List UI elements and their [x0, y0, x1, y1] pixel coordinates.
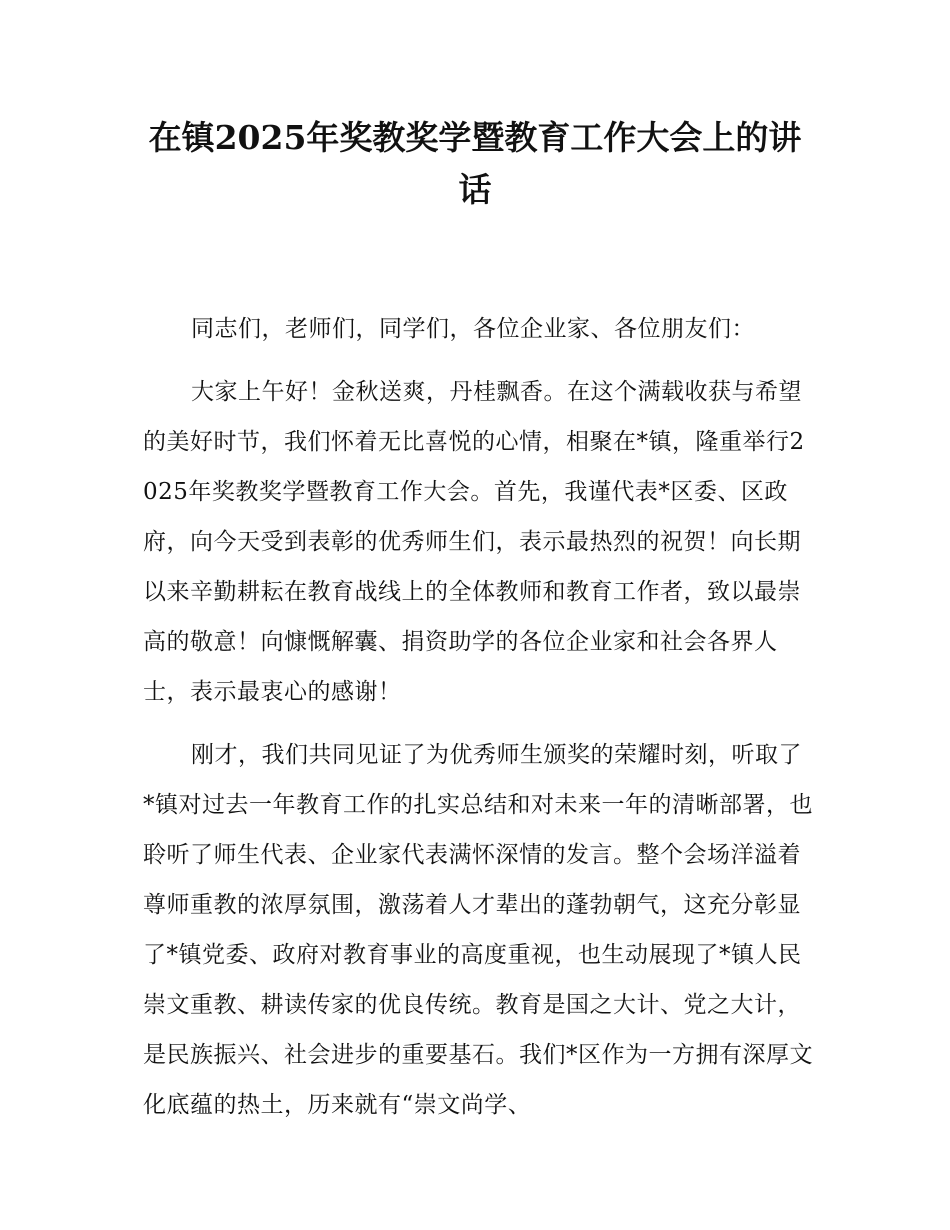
document-body: [143, 304, 813, 1130]
greeting-paragraph: 同志们，老师们，同学们，各位企业家、各位朋友们：: [191, 316, 755, 342]
document-title: 在镇2025年奖教奖学暨教育工作大会上的讲话: [148, 118, 802, 209]
body-paragraph-2: 刚才，我们共同见证了为优秀师生颁奖的荣耀时刻，听取了*镇对过去一年教育工作的扎实总结和对未来一年的清晰部署，也聆听了师生代表、企业家代表满怀深情的发言。整个会场洋溢着尊师重教的浓厚氛围，激荡着人才辈出的蓬勃朝气，这充分彰显了*镇党委、政府对教育事业的高度重视，也生动展现了*镇人民崇文重教、耕读传家的优良传统。教育是国之大计、党之大计，是民族振兴、社会进步的重要基石。我们*区作为一方拥有深厚文化底蕴的热土，历来就有“崇文尚学、: [143, 742, 813, 1118]
body-paragraph-1: 大家上午好！金秋送爽，丹桂飘香。在这个满载收获与希望的美好时节，我们怀着无比喜悦的心情，相聚在*镇，隆重举行2025年奖教奖学暨教育工作大会。首先，我谨代表*区委、区政府，向今天受到表彰的优秀师生们，表示最热烈的祝贺！向长期以来辛勤耕耘在教育战线上的全体教师和教育工作者，致以最崇高的敬意！向慷慨解囊、捐资助学的各位企业家和社会各界人士，表示最衷心的感谢！: [143, 379, 805, 705]
